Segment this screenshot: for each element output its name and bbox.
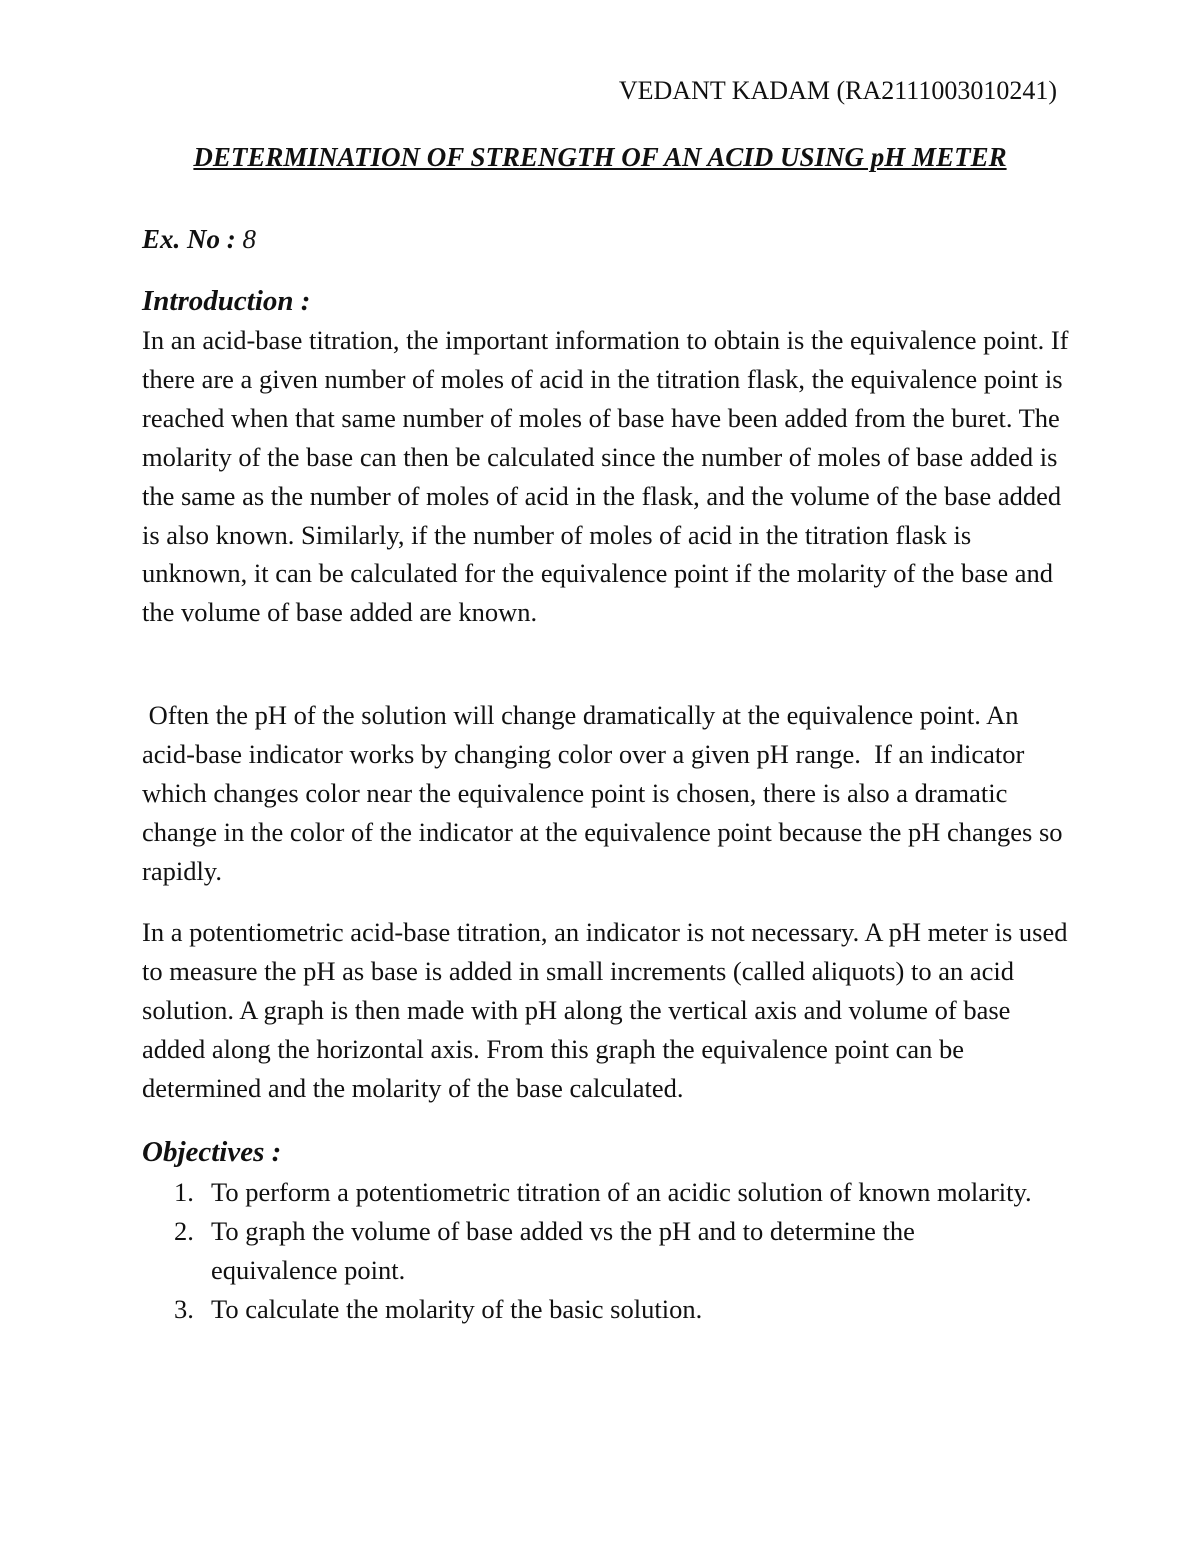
exercise-value: 8: [242, 224, 256, 254]
intro-paragraph-3: In a potentiometric acid-base titration, an indicator is not necessary. A pH meter is used to measure the pH as base is added in small increments (called aliquots) to an acid solution. A graph is then made with pH along the vertical axis and volume of base added along the horizontal axis. From this graph the equivalence point can be determined and the molarity of the base calculated.: [142, 917, 1068, 1103]
objective-number: 2.: [174, 1215, 194, 1246]
objective-number: 1.: [174, 1177, 194, 1207]
exercise-number: [142, 222, 256, 256]
author-header: VEDANT KADAM (RA2111003010241): [618, 76, 1057, 105]
intro-paragraph-1: In an acid-base titration, the important information to obtain is the equivalence point. If there are a given number of moles of acid in the titration flask, the equivalence point is reached when that same number of moles of base have been added from the buret. The molarity of the base can then be calculated since the number of moles of base added is the same as the number of moles of acid in the flask, and the volume of the base added is also known. Similarly, if the number of moles of acid in the titration flask is unknown, it can be calculated for the equivalence point if the molarity of the base and the volume of base added are known.: [142, 325, 1069, 628]
objective-text: To perform a potentiometric titration of an acidic solution of known molarity.: [211, 1177, 1032, 1207]
document-title: DETERMINATION OF STRENGTH OF AN ACID USING pH METER: [193, 142, 1007, 172]
objective-item: [142, 1212, 1042, 1290]
intro-paragraph-2: Often the pH of the solution will change dramatically at the equivalence point. An acid-base indicator works by changing color over a given pH range. If an indicator which changes color near the equivalence point is chosen, there is also a dramatic change in the color of the indicator at the equivalence point because the pH changes so rapidly.: [142, 700, 1070, 886]
objective-number: 3.: [174, 1293, 194, 1324]
objective-item: [142, 1290, 1042, 1329]
introduction-heading: Introduction :: [142, 285, 311, 317]
objectives-list: [142, 1173, 1042, 1329]
exercise-label: Ex. No :: [142, 224, 236, 254]
objectives-heading: Objectives :: [142, 1136, 282, 1168]
objective-text: To graph the volume of base added vs the pH and to determine the equivalence point.: [211, 1215, 915, 1285]
objective-text: To calculate the molarity of the basic solution.: [211, 1293, 703, 1324]
objective-item: [142, 1173, 1042, 1212]
